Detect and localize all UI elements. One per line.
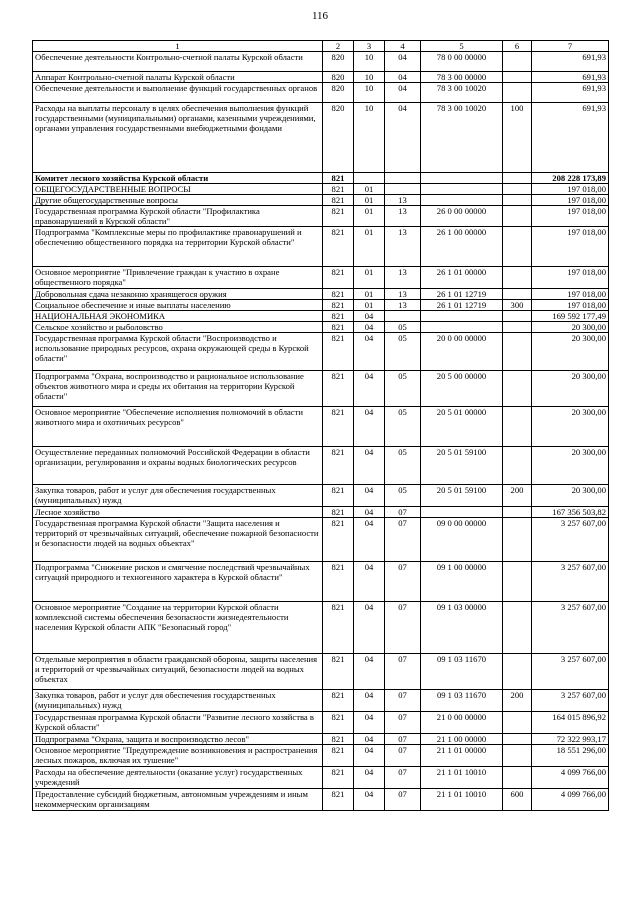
amount-cell: 691,93	[532, 103, 609, 173]
table-row	[33, 195, 609, 206]
table-row	[33, 602, 609, 654]
section-code-cell: 04	[354, 407, 385, 447]
expense-type-code-cell	[503, 195, 532, 206]
target-article-code-cell: 21 1 00 00000	[421, 734, 503, 745]
subsection-code-cell: 13	[385, 289, 421, 300]
subsection-code-cell	[385, 184, 421, 195]
header-row	[33, 41, 609, 52]
section-code-cell: 04	[354, 712, 385, 734]
amount-cell: 3 257 607,00	[532, 690, 609, 712]
table-row	[33, 184, 609, 195]
table-row	[33, 507, 609, 518]
expense-type-code-cell	[503, 712, 532, 734]
table-row	[33, 447, 609, 485]
table-row	[33, 654, 609, 690]
row-name-cell: Государственная программа Курской области "Воспроизводство и использование природных ресурсов, охрана окружающей среды в Курской области"	[33, 333, 323, 371]
row-name-cell: Основное мероприятие "Создание на территории Курской области комплексной системы обеспечения безопасности жизнедеятельности населения Курской области АПК "Безопасный город"	[33, 602, 323, 654]
table-row	[33, 562, 609, 602]
expense-type-code-cell	[503, 562, 532, 602]
table-row	[33, 300, 609, 311]
target-article-code-cell: 26 0 00 00000	[421, 206, 503, 227]
department-code-cell: 821	[323, 767, 354, 789]
subsection-code-cell: 04	[385, 72, 421, 83]
expense-type-code-cell: 600	[503, 789, 532, 811]
column-header: 5	[421, 41, 503, 52]
expense-type-code-cell: 100	[503, 103, 532, 173]
budget-table	[32, 40, 609, 811]
amount-cell: 167 356 503,82	[532, 507, 609, 518]
department-code-cell: 821	[323, 507, 354, 518]
row-name-cell: ОБЩЕГОСУДАРСТВЕННЫЕ ВОПРОСЫ	[33, 184, 323, 195]
subsection-code-cell: 07	[385, 654, 421, 690]
department-code-cell: 820	[323, 83, 354, 103]
expense-type-code-cell	[503, 518, 532, 562]
section-code-cell: 04	[354, 789, 385, 811]
amount-cell: 197 018,00	[532, 195, 609, 206]
department-code-cell: 821	[323, 712, 354, 734]
subsection-code-cell: 04	[385, 52, 421, 72]
section-code-cell: 04	[354, 371, 385, 407]
row-name-cell: Осуществление переданных полномочий Российской Федерации в области организации, регулирования и охраны водных биологических ресурсов	[33, 447, 323, 485]
amount-cell: 3 257 607,00	[532, 602, 609, 654]
target-article-code-cell: 09 0 00 00000	[421, 518, 503, 562]
target-article-code-cell: 09 1 03 11670	[421, 690, 503, 712]
row-name-cell: Государственная программа Курской области "Профилактика правонарушений в Курской области"	[33, 206, 323, 227]
page-number: 116	[311, 10, 329, 22]
row-name-cell: Аппарат Контрольно-счетной палаты Курской области	[33, 72, 323, 83]
section-code-cell: 04	[354, 745, 385, 767]
section-code-cell: 04	[354, 333, 385, 371]
section-code-cell: 04	[354, 447, 385, 485]
table-row	[33, 103, 609, 173]
expense-type-code-cell	[503, 407, 532, 447]
amount-cell: 20 300,00	[532, 333, 609, 371]
target-article-code-cell: 21 1 01 10010	[421, 767, 503, 789]
subsection-code-cell: 13	[385, 227, 421, 267]
department-code-cell: 821	[323, 173, 354, 184]
amount-cell: 4 099 766,00	[532, 767, 609, 789]
section-code-cell: 01	[354, 184, 385, 195]
department-code-cell: 821	[323, 322, 354, 333]
department-code-cell: 821	[323, 447, 354, 485]
table-row	[33, 83, 609, 103]
amount-cell: 3 257 607,00	[532, 654, 609, 690]
row-name-cell: Другие общегосударственные вопросы	[33, 195, 323, 206]
section-code-cell: 04	[354, 602, 385, 654]
target-article-code-cell	[421, 322, 503, 333]
department-code-cell: 821	[323, 371, 354, 407]
expense-type-code-cell	[503, 371, 532, 407]
table-row	[33, 227, 609, 267]
department-code-cell: 821	[323, 184, 354, 195]
table-row	[33, 267, 609, 289]
expense-type-code-cell	[503, 447, 532, 485]
subsection-code-cell: 13	[385, 195, 421, 206]
target-article-code-cell: 20 5 01 59100	[421, 447, 503, 485]
department-code-cell: 821	[323, 789, 354, 811]
department-code-cell: 821	[323, 562, 354, 602]
target-article-code-cell: 20 0 00 00000	[421, 333, 503, 371]
target-article-code-cell: 20 5 00 00000	[421, 371, 503, 407]
target-article-code-cell: 20 5 01 00000	[421, 407, 503, 447]
subsection-code-cell: 13	[385, 300, 421, 311]
column-header: 1	[33, 41, 323, 52]
target-article-code-cell: 09 1 03 00000	[421, 602, 503, 654]
table-row	[33, 767, 609, 789]
subsection-code-cell: 07	[385, 562, 421, 602]
target-article-code-cell: 26 1 01 12719	[421, 289, 503, 300]
subsection-code-cell: 05	[385, 333, 421, 371]
amount-cell: 3 257 607,00	[532, 518, 609, 562]
column-header: 2	[323, 41, 354, 52]
department-code-cell: 821	[323, 333, 354, 371]
amount-cell: 691,93	[532, 72, 609, 83]
row-name-cell: Социальное обеспечение и иные выплаты населению	[33, 300, 323, 311]
subsection-code-cell	[385, 311, 421, 322]
amount-cell: 197 018,00	[532, 289, 609, 300]
row-name-cell: Подпрограмма "Охрана, воспроизводство и рациональное использование объектов животного мира и среды их обитания на территории Курской области"	[33, 371, 323, 407]
expense-type-code-cell	[503, 602, 532, 654]
subsection-code-cell: 07	[385, 767, 421, 789]
section-code-cell: 04	[354, 562, 385, 602]
department-code-cell: 820	[323, 72, 354, 83]
target-article-code-cell	[421, 184, 503, 195]
amount-cell: 691,93	[532, 83, 609, 103]
amount-cell: 164 015 896,92	[532, 712, 609, 734]
section-code-cell: 10	[354, 52, 385, 72]
section-code-cell: 04	[354, 507, 385, 518]
subsection-code-cell: 07	[385, 745, 421, 767]
section-code-cell: 10	[354, 83, 385, 103]
department-code-cell: 821	[323, 602, 354, 654]
row-name-cell: Обеспечение деятельности и выполнение функций государственных органов	[33, 83, 323, 103]
department-code-cell: 821	[323, 206, 354, 227]
row-name-cell: Закупка товаров, работ и услуг для обеспечения государственных (муниципальных) нужд	[33, 485, 323, 507]
row-name-cell: Сельское хозяйство и рыболовство	[33, 322, 323, 333]
row-name-cell: Подпрограмма "Комплексные меры по профилактике правонарушений и обеспечению общественного порядка на территории Курской области"	[33, 227, 323, 267]
section-code-cell: 04	[354, 518, 385, 562]
row-name-cell: Подпрограмма "Снижение рисков и смягчение последствий чрезвычайных ситуаций природного и техногенного характера в Курской области"	[33, 562, 323, 602]
section-code-cell: 04	[354, 654, 385, 690]
department-code-cell: 821	[323, 485, 354, 507]
subsection-code-cell: 05	[385, 447, 421, 485]
column-header: 7	[532, 41, 609, 52]
expense-type-code-cell	[503, 734, 532, 745]
subsection-code-cell: 07	[385, 507, 421, 518]
expense-type-code-cell: 300	[503, 300, 532, 311]
target-article-code-cell	[421, 311, 503, 322]
amount-cell: 18 551 296,00	[532, 745, 609, 767]
section-code-cell: 01	[354, 267, 385, 289]
row-name-cell: Подпрограмма "Охрана, защита и воспроизводство лесов"	[33, 734, 323, 745]
subsection-code-cell: 05	[385, 371, 421, 407]
row-name-cell: Отдельные мероприятия в области гражданской обороны, защиты населения и территорий от чрезвычайных ситуаций, безопасности людей на водных объектах	[33, 654, 323, 690]
amount-cell: 72 322 993,17	[532, 734, 609, 745]
amount-cell: 20 300,00	[532, 371, 609, 407]
subsection-code-cell: 07	[385, 734, 421, 745]
table-row	[33, 734, 609, 745]
target-article-code-cell: 26 1 00 00000	[421, 227, 503, 267]
column-header: 6	[503, 41, 532, 52]
subsection-code-cell: 05	[385, 485, 421, 507]
target-article-code-cell: 78 0 00 00000	[421, 52, 503, 72]
table-row	[33, 289, 609, 300]
amount-cell: 197 018,00	[532, 206, 609, 227]
amount-cell: 197 018,00	[532, 227, 609, 267]
target-article-code-cell: 21 1 01 00000	[421, 745, 503, 767]
amount-cell: 20 300,00	[532, 407, 609, 447]
target-article-code-cell: 09 1 03 11670	[421, 654, 503, 690]
row-name-cell: Закупка товаров, работ и услуг для обеспечения государственных (муниципальных) нужд	[33, 690, 323, 712]
section-code-cell: 04	[354, 734, 385, 745]
subsection-code-cell: 07	[385, 712, 421, 734]
target-article-code-cell: 21 0 00 00000	[421, 712, 503, 734]
department-code-cell: 820	[323, 52, 354, 72]
row-name-cell: Расходы на выплаты персоналу в целях обеспечения выполнения функций государственными (муниципальными) органами, казенными учреждениями, органами управления государственными внебюджетными фондами	[33, 103, 323, 173]
target-article-code-cell	[421, 507, 503, 518]
subsection-code-cell: 13	[385, 267, 421, 289]
amount-cell: 20 300,00	[532, 447, 609, 485]
subsection-code-cell: 13	[385, 206, 421, 227]
subsection-code-cell: 05	[385, 322, 421, 333]
department-code-cell: 821	[323, 407, 354, 447]
table-row	[33, 52, 609, 72]
table-row	[33, 333, 609, 371]
column-header: 3	[354, 41, 385, 52]
expense-type-code-cell	[503, 289, 532, 300]
expense-type-code-cell	[503, 227, 532, 267]
row-name-cell: Обеспечение деятельности Контрольно-счетной палаты Курской области	[33, 52, 323, 72]
department-code-cell: 821	[323, 654, 354, 690]
expense-type-code-cell	[503, 322, 532, 333]
expense-type-code-cell	[503, 267, 532, 289]
department-code-cell: 820	[323, 103, 354, 173]
section-code-cell: 01	[354, 300, 385, 311]
subsection-code-cell: 04	[385, 103, 421, 173]
row-name-cell: Государственная программа Курской области "Развитие лесного хозяйства в Курской области"	[33, 712, 323, 734]
subsection-code-cell: 07	[385, 789, 421, 811]
section-code-cell: 04	[354, 311, 385, 322]
table-row	[33, 518, 609, 562]
department-code-cell: 821	[323, 267, 354, 289]
table-row	[33, 311, 609, 322]
expense-type-code-cell	[503, 173, 532, 184]
table-row	[33, 745, 609, 767]
target-article-code-cell: 20 5 01 59100	[421, 485, 503, 507]
department-code-cell: 821	[323, 745, 354, 767]
expense-type-code-cell	[503, 311, 532, 322]
table-row	[33, 371, 609, 407]
subsection-code-cell	[385, 173, 421, 184]
target-article-code-cell: 78 3 00 00000	[421, 72, 503, 83]
department-code-cell: 821	[323, 690, 354, 712]
department-code-cell: 821	[323, 227, 354, 267]
target-article-code-cell: 26 1 01 00000	[421, 267, 503, 289]
amount-cell: 3 257 607,00	[532, 562, 609, 602]
table-row	[33, 690, 609, 712]
department-code-cell: 821	[323, 300, 354, 311]
table-row	[33, 173, 609, 184]
target-article-code-cell: 21 1 01 10010	[421, 789, 503, 811]
department-code-cell: 821	[323, 518, 354, 562]
table-row	[33, 206, 609, 227]
section-code-cell: 01	[354, 227, 385, 267]
expense-type-code-cell: 200	[503, 485, 532, 507]
section-code-cell: 04	[354, 767, 385, 789]
target-article-code-cell: 09 1 00 00000	[421, 562, 503, 602]
section-code-cell: 04	[354, 690, 385, 712]
row-name-cell: Основное мероприятие "Обеспечение исполнения полномочий в области животного мира и охотничьих ресурсов"	[33, 407, 323, 447]
target-article-code-cell: 78 3 00 10020	[421, 103, 503, 173]
expense-type-code-cell	[503, 206, 532, 227]
expense-type-code-cell	[503, 767, 532, 789]
section-code-cell: 01	[354, 206, 385, 227]
row-name-cell: Расходы на обеспечение деятельности (оказание услуг) государственных учреждений	[33, 767, 323, 789]
department-code-cell: 821	[323, 289, 354, 300]
row-name-cell: Комитет лесного хозяйства Курской области	[33, 173, 323, 184]
target-article-code-cell: 26 1 01 12719	[421, 300, 503, 311]
row-name-cell: Основное мероприятие "Предупреждение возникновения и распространения лесных пожаров, включая их тушение"	[33, 745, 323, 767]
department-code-cell: 821	[323, 311, 354, 322]
expense-type-code-cell	[503, 507, 532, 518]
expense-type-code-cell	[503, 72, 532, 83]
expense-type-code-cell	[503, 184, 532, 195]
subsection-code-cell: 05	[385, 407, 421, 447]
amount-cell: 691,93	[532, 52, 609, 72]
row-name-cell: Предоставление субсидий бюджетным, автономным учреждениям и иным некоммерческим организациям	[33, 789, 323, 811]
target-article-code-cell	[421, 195, 503, 206]
table-row	[33, 485, 609, 507]
expense-type-code-cell	[503, 83, 532, 103]
row-name-cell: НАЦИОНАЛЬНАЯ ЭКОНОМИКА	[33, 311, 323, 322]
section-code-cell: 01	[354, 195, 385, 206]
amount-cell: 20 300,00	[532, 485, 609, 507]
amount-cell: 197 018,00	[532, 267, 609, 289]
expense-type-code-cell	[503, 52, 532, 72]
amount-cell: 20 300,00	[532, 322, 609, 333]
section-code-cell	[354, 173, 385, 184]
expense-type-code-cell: 200	[503, 690, 532, 712]
table-row	[33, 712, 609, 734]
department-code-cell: 821	[323, 734, 354, 745]
subsection-code-cell: 07	[385, 690, 421, 712]
row-name-cell: Добровольная сдача незаконно хранящегося оружия	[33, 289, 323, 300]
target-article-code-cell: 78 3 00 10020	[421, 83, 503, 103]
expense-type-code-cell	[503, 745, 532, 767]
expense-type-code-cell	[503, 654, 532, 690]
amount-cell: 197 018,00	[532, 184, 609, 195]
row-name-cell: Лесное хозяйство	[33, 507, 323, 518]
section-code-cell: 10	[354, 103, 385, 173]
column-header: 4	[385, 41, 421, 52]
row-name-cell: Основное мероприятие "Привлечение граждан к участию в охране общественного порядка"	[33, 267, 323, 289]
row-name-cell: Государственная программа Курской области "Защита населения и территорий от чрезвычайных ситуаций, обеспечение пожарной безопасности и безопасности людей на водных объектах"	[33, 518, 323, 562]
subsection-code-cell: 04	[385, 83, 421, 103]
department-code-cell: 821	[323, 195, 354, 206]
table-row	[33, 789, 609, 811]
subsection-code-cell: 07	[385, 518, 421, 562]
section-code-cell: 01	[354, 289, 385, 300]
amount-cell: 169 592 177,49	[532, 311, 609, 322]
section-code-cell: 04	[354, 485, 385, 507]
table-row	[33, 72, 609, 83]
target-article-code-cell	[421, 173, 503, 184]
table-row	[33, 322, 609, 333]
section-code-cell: 04	[354, 322, 385, 333]
amount-cell: 4 099 766,00	[532, 789, 609, 811]
section-code-cell: 10	[354, 72, 385, 83]
expense-type-code-cell	[503, 333, 532, 371]
table-row	[33, 407, 609, 447]
amount-cell: 197 018,00	[532, 300, 609, 311]
amount-cell: 208 228 173,89	[532, 173, 609, 184]
subsection-code-cell: 07	[385, 602, 421, 654]
